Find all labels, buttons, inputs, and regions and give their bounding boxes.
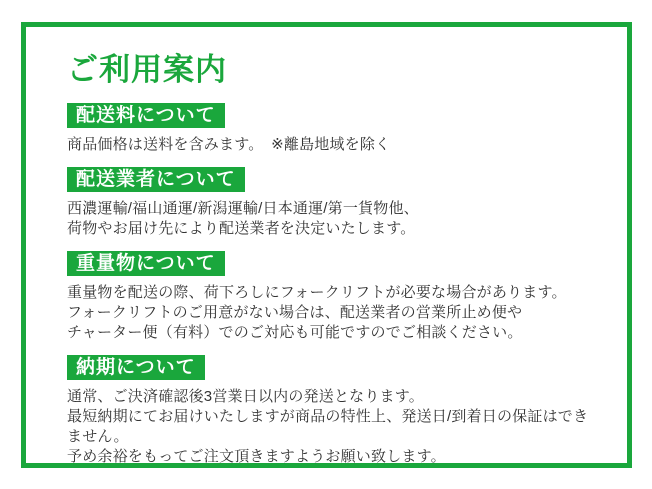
section-heavy-items: [67, 251, 597, 343]
guide-border-box: [21, 22, 632, 468]
guide-content: [26, 27, 627, 467]
section-shipping-fee: [67, 103, 597, 155]
section-delivery-time: [67, 355, 597, 467]
section-carriers: [67, 167, 597, 239]
section-heading-delivery-time: 納期について: [67, 355, 205, 380]
page-title: ご利用案内: [67, 52, 227, 87]
section-heading-heavy-items: 重量物について: [67, 251, 225, 276]
delivery-time-line-2: 最短納期にてお届けいたしますが商品の特性上、発送日/到着日の保証はできません。: [67, 408, 589, 445]
carriers-line-2: 荷物やお届け先により配送業者を決定いたします。: [67, 220, 416, 237]
delivery-time-line-3: 予め余裕をもってご注文頂きますようお願い致します。: [67, 448, 446, 465]
section-heading-shipping-fee: 配送料について: [67, 103, 225, 128]
shipping-fee-line-1: 商品価格は送料を含みます。 ※離島地域を除く: [67, 136, 391, 153]
heavy-items-line-3: チャーター便（有料）でのご対応も可能ですのでご相談ください。: [67, 324, 523, 341]
heavy-items-line-1: 重量物を配送の際、荷下ろしにフォークリフトが必要な場合があります。: [67, 284, 567, 301]
delivery-time-line-1: 通常、ご決済確認後3営業日以内の発送となります。: [67, 388, 424, 405]
section-heading-carriers: 配送業者について: [67, 167, 245, 192]
heavy-items-line-2: フォークリフトのご用意がない場合は、配送業者の営業所止め便や: [67, 304, 523, 321]
carriers-line-1: 西濃運輸/福山通運/新潟運輸/日本通運/第一貨物他、: [67, 200, 419, 217]
